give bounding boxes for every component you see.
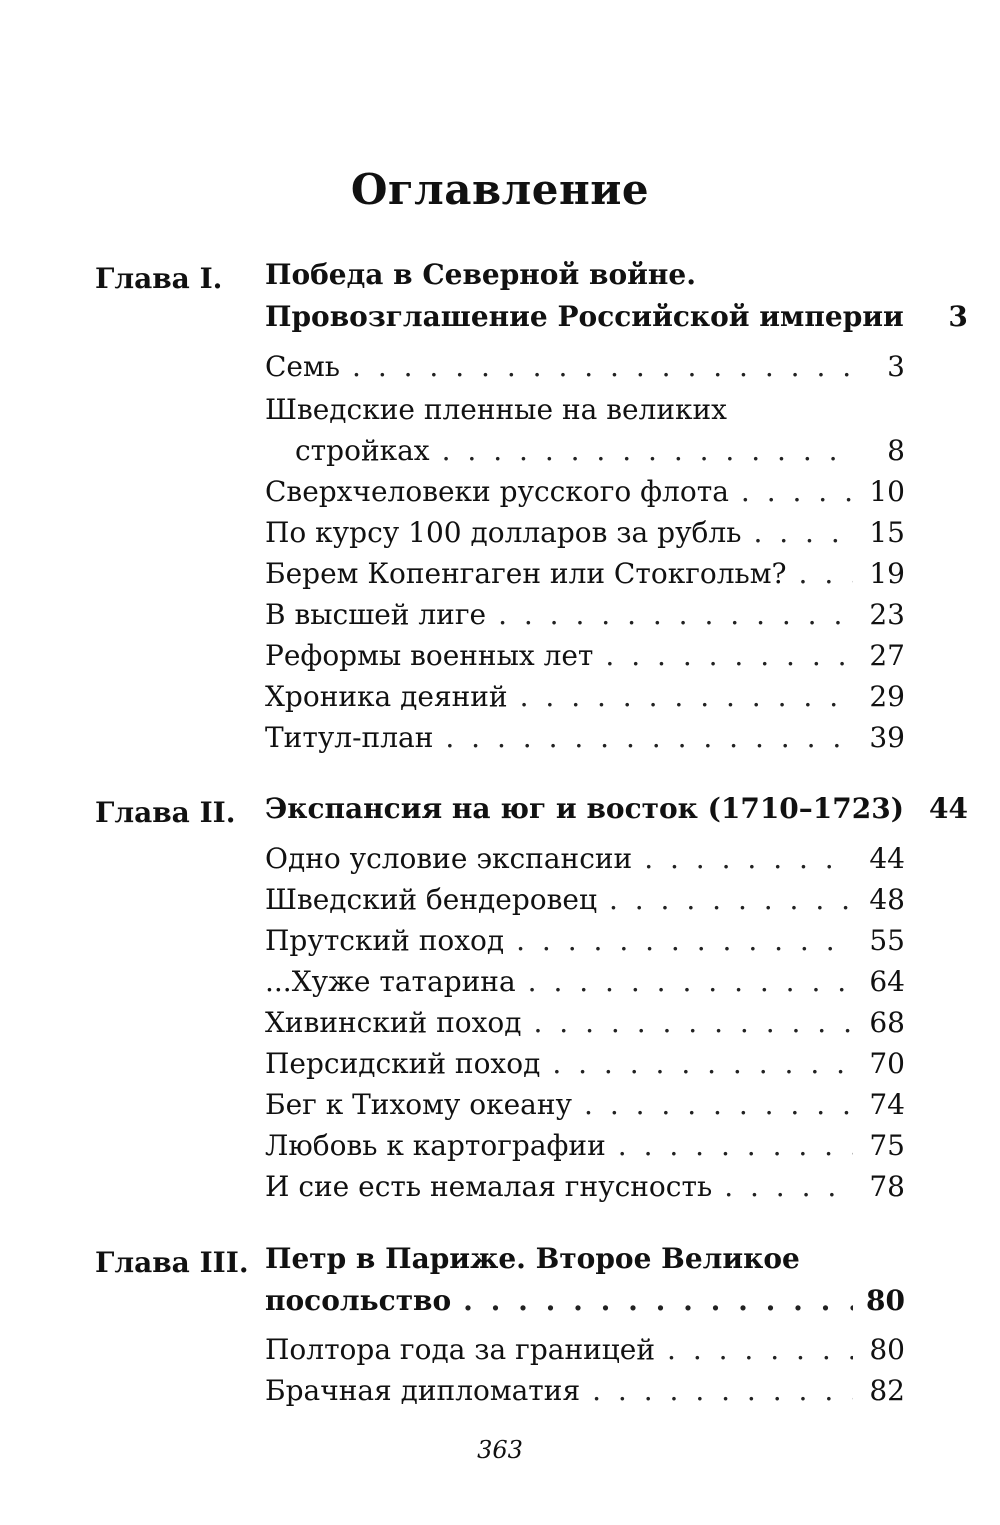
toc-entry-title: ...Хуже татарина xyxy=(265,965,516,998)
dot-leader xyxy=(463,1284,853,1317)
toc-entry xyxy=(265,883,905,923)
dot-leader xyxy=(609,883,853,916)
dot-leader xyxy=(584,1088,853,1121)
toc-entry-title: Одно условие экспансии xyxy=(265,842,633,875)
toc-entry xyxy=(265,1170,905,1210)
toc-entry-page: 29 xyxy=(869,680,905,713)
toc-entry xyxy=(265,516,905,556)
toc-entry-title: Хроника деяний xyxy=(265,680,508,713)
toc-entry xyxy=(265,557,905,597)
toc-entry-page: 8 xyxy=(887,434,905,467)
toc-entry-page: 70 xyxy=(869,1047,905,1080)
chapter-title-line xyxy=(265,258,905,298)
toc-entry xyxy=(265,1374,905,1414)
toc-entry-page: 15 xyxy=(869,516,905,549)
chapter-title-line xyxy=(265,300,968,340)
toc-entry xyxy=(265,842,905,882)
toc-entry-page: 55 xyxy=(869,924,905,957)
toc-entry-title: стройках xyxy=(295,434,430,467)
toc-entry xyxy=(265,350,905,390)
toc-entry xyxy=(295,434,905,474)
dot-leader xyxy=(520,680,853,713)
chapter-title-text: Экспансия на юг и восток (1710–1723) xyxy=(265,792,904,825)
toc-entry-title: Полтора года за границей xyxy=(265,1333,656,1366)
page-title: Оглавление xyxy=(350,165,650,214)
toc-entry-title: Сверхчеловеки русского флота xyxy=(265,475,729,508)
toc-entry-page: 27 xyxy=(869,639,905,672)
dot-leader xyxy=(753,516,853,549)
dot-leader xyxy=(799,557,853,590)
toc-entry-page: 75 xyxy=(869,1129,905,1162)
toc-entry xyxy=(265,393,905,433)
chapter-title-line xyxy=(265,1284,905,1324)
dot-leader xyxy=(442,434,853,467)
toc-entry-page: 10 xyxy=(869,475,905,508)
chapter-page: 3 xyxy=(948,300,968,333)
toc-entry-page: 78 xyxy=(869,1170,905,1203)
dot-leader xyxy=(605,639,853,672)
toc-entry-title: Персидский поход xyxy=(265,1047,541,1080)
toc-entry-title: Бег к Тихому океану xyxy=(265,1088,573,1121)
chapter-label: Глава III. xyxy=(95,1246,249,1279)
toc-entry xyxy=(265,1333,905,1373)
dot-leader xyxy=(724,1170,853,1203)
toc-entry-title: Хивинский поход xyxy=(265,1006,522,1039)
chapter-label: Глава II. xyxy=(95,796,236,829)
dot-leader xyxy=(534,1006,854,1039)
toc-entry-page: 82 xyxy=(869,1374,905,1407)
toc-entry-title: Прутский поход xyxy=(265,924,505,957)
chapter-title-line xyxy=(265,792,968,832)
toc-entry-page: 80 xyxy=(869,1333,905,1366)
dot-leader xyxy=(741,475,853,508)
dot-leader xyxy=(516,924,853,957)
toc-entry-page: 64 xyxy=(869,965,905,998)
toc-entry-title: По курсу 100 долларов за рубль xyxy=(265,516,742,549)
chapter-title-line xyxy=(265,1242,905,1282)
toc-entry-page: 68 xyxy=(869,1006,905,1039)
toc-entry-title: Титул-план xyxy=(265,721,434,754)
chapter-title-text: Провозглашение Российской империи xyxy=(265,300,904,333)
toc-entry xyxy=(265,1006,905,1046)
dot-leader xyxy=(592,1374,853,1407)
toc-entry xyxy=(265,721,905,761)
toc-entry-page: 48 xyxy=(869,883,905,916)
page-number: 363 xyxy=(477,1436,523,1464)
toc-entry xyxy=(265,598,905,638)
toc-entry-title: Берем Копенгаген или Стокгольм? xyxy=(265,557,787,590)
toc-entry-title: В высшей лиге xyxy=(265,598,487,631)
chapter-title-text: Победа в Северной войне. xyxy=(265,258,696,291)
toc-entry-page: 23 xyxy=(869,598,905,631)
toc-entry-title: Любовь к картографии xyxy=(265,1129,606,1162)
toc-entry xyxy=(265,475,905,515)
toc-entry-page: 19 xyxy=(869,557,905,590)
toc-entry xyxy=(265,965,905,1005)
toc-entry xyxy=(265,1088,905,1128)
dot-leader xyxy=(552,1047,853,1080)
chapter-label: Глава I. xyxy=(95,262,223,295)
toc-entry xyxy=(265,680,905,720)
dot-leader xyxy=(445,721,853,754)
toc-entry xyxy=(265,1129,905,1169)
dot-leader xyxy=(352,350,853,383)
toc-entry-page: 74 xyxy=(869,1088,905,1121)
toc-entry-page: 44 xyxy=(869,842,905,875)
dot-leader xyxy=(618,1129,853,1162)
dot-leader xyxy=(644,842,853,875)
toc-entry-page: 3 xyxy=(887,350,905,383)
chapter-page: 80 xyxy=(866,1284,905,1317)
toc-entry-page: 39 xyxy=(869,721,905,754)
toc-entry-title: Шведский бендеровец xyxy=(265,883,597,916)
dot-leader xyxy=(528,965,853,998)
toc-entry-title: И сие есть немалая гнусность xyxy=(265,1170,713,1203)
dot-leader xyxy=(498,598,853,631)
chapter-title-text: посольство xyxy=(265,1284,452,1317)
toc-entry-title: Брачная дипломатия xyxy=(265,1374,581,1407)
toc-entry xyxy=(265,1047,905,1087)
toc-entry xyxy=(265,924,905,964)
toc-entry xyxy=(265,639,905,679)
chapter-title-text: Петр в Париже. Второе Великое xyxy=(265,1242,800,1275)
toc-entry-title: Семь xyxy=(265,350,341,383)
dot-leader xyxy=(667,1333,853,1366)
toc-entry-title: Реформы военных лет xyxy=(265,639,594,672)
chapter-page: 44 xyxy=(929,792,968,825)
toc-entry-title: Шведские пленные на великих xyxy=(265,393,727,426)
